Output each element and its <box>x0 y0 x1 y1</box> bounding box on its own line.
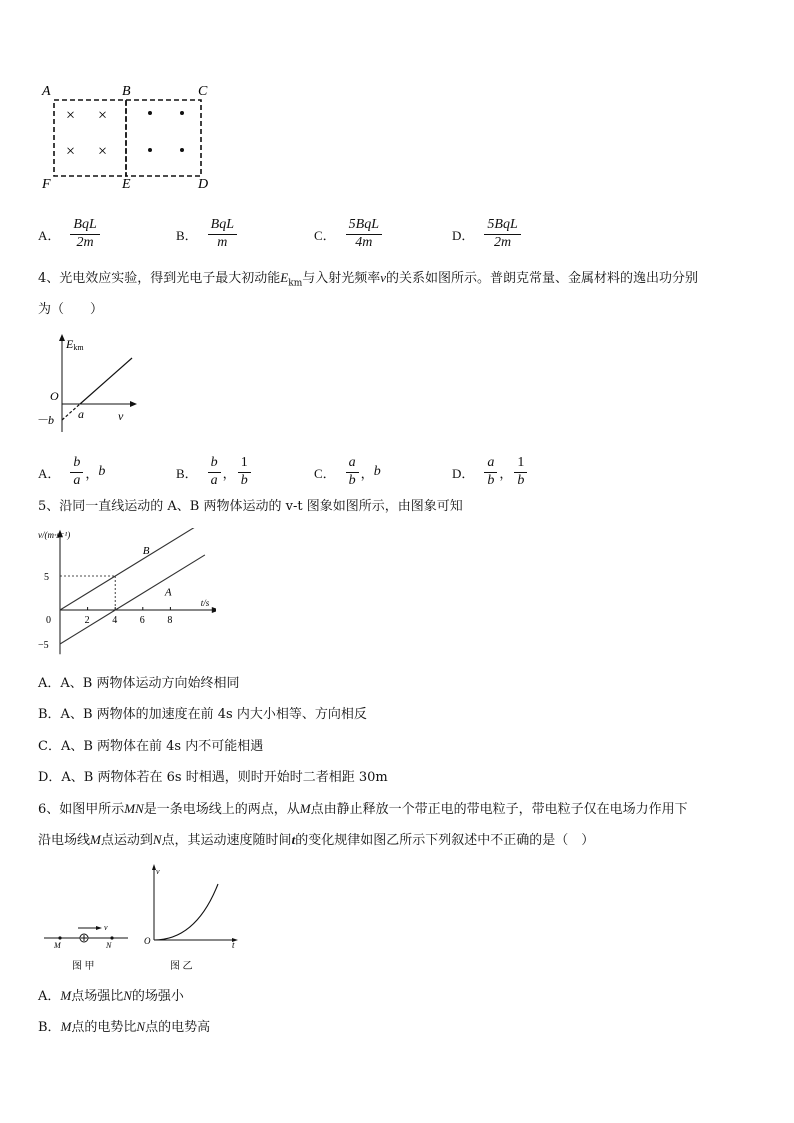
figure-yi <box>140 862 244 976</box>
origin-label: O <box>50 389 59 403</box>
q4-options <box>38 452 758 492</box>
q4-option-c[interactable]: C． $\frac{a}{b}$ ， b <box>314 454 381 488</box>
nu-axis-label: ν <box>118 409 124 423</box>
yi-caption: 图 乙 <box>170 961 193 972</box>
x-axis-arrow <box>212 607 216 613</box>
q5-option-a[interactable]: A．A、B 两物体运动方向始终相同 <box>38 676 240 691</box>
jia-n-label: N <box>106 941 112 950</box>
cross-mark: × <box>98 143 108 160</box>
q6-stem: 6、如图甲所示MN是一条电场线上的两点，从M点由静止释放一个带正电的带电粒子，带电粒子仅在电场力作用下 <box>38 801 688 817</box>
jia-v-label: v <box>104 923 108 932</box>
neg-b-label: －b <box>36 413 55 427</box>
series-line-b <box>60 528 205 610</box>
q4-option-a[interactable]: A． $\frac{b}{a}$ ， b <box>38 454 106 488</box>
y-tick-label: 5 <box>44 572 49 583</box>
jia-caption: 图 甲 <box>72 961 95 972</box>
corner-a: A <box>42 84 51 99</box>
yi-origin-label: O <box>144 936 151 946</box>
q4-option-b[interactable]: B． $\frac{b}{a}$ ， $\frac{1}{b}$ <box>176 452 253 492</box>
dot-mark <box>148 148 152 152</box>
q3-option-a[interactable]: A． $\frac{\text{BqL}}{2m}$ <box>38 214 102 254</box>
jia-m-label: M <box>54 941 61 950</box>
ekm-axis-label: Ekm <box>66 337 84 352</box>
q3-options <box>38 214 758 254</box>
q6-option-a[interactable]: A．M点场强比N的场强小 <box>38 988 184 1004</box>
q4-option-d[interactable]: D． $\frac{a}{b}$ ， $\frac{1}{b}$ <box>452 452 529 492</box>
dot-mark <box>148 111 152 115</box>
origin-label: 0 <box>46 615 51 626</box>
corner-d: D <box>198 177 209 190</box>
cross-mark: × <box>66 143 76 160</box>
series-label-a: A <box>164 586 172 599</box>
q4-stem-line2: 为（ ） <box>38 302 104 317</box>
x-tick-label: 2 <box>84 615 90 626</box>
dot-mark <box>180 148 184 152</box>
q3-option-d[interactable]: D． $\frac{\text{5BqL}}{2m}$ <box>452 214 523 254</box>
x-axis-label: t/s <box>200 597 210 608</box>
y-axis-label: v/(m·s⁻¹) <box>38 530 71 540</box>
y-tick-label: −5 <box>38 640 49 651</box>
yi-t-label: t <box>232 940 235 950</box>
x-tick-label: 4 <box>112 615 118 626</box>
q6-option-b[interactable]: B．M点的电势比N点的电势高 <box>38 1019 211 1035</box>
figure-jia <box>40 918 130 976</box>
corner-e: E <box>122 177 131 190</box>
q4-stem: 4、光电效应实验，得到光电子最大初动能$E_{km}$与入射光频率ν的关系如图所示。普朗克常量、金属材料的逸出功分别 <box>38 270 699 289</box>
series-line-a <box>60 555 205 644</box>
corner-f: F <box>42 177 51 190</box>
series-label-b: B <box>142 545 150 558</box>
x-tick-label: 6 <box>139 615 145 626</box>
cross-mark: × <box>98 107 108 124</box>
q5-option-d[interactable]: D．A、B 两物体若在 6s 时相遇，则时开始时二者相距 30m <box>38 770 388 785</box>
q5-option-c[interactable]: C．A、B 两物体在前 4s 内不可能相遇 <box>38 739 264 754</box>
a-label: a <box>78 407 84 421</box>
cross-mark: × <box>66 107 76 124</box>
corner-b: B <box>122 84 131 99</box>
dot-mark <box>180 111 184 115</box>
ekm-nu-graph <box>34 332 144 440</box>
magnetic-field-figure <box>36 80 226 190</box>
q3-option-c[interactable]: C． $\frac{\text{5BqL}}{4m}$ <box>314 214 384 254</box>
q6-stem-line2: 沿电场线M点运动到N点，其运动速度随时间t的变化规律如图乙所示下列叙述中不正确的是（ ） <box>38 832 595 848</box>
q5-stem: 5、沿同一直线运动的 A、B 两物体运动的 v-t 图象如图所示，由图象可知 <box>38 499 463 514</box>
q5-option-b[interactable]: B．A、B 两物体的加速度在前 4s 内大小相等、方向相反 <box>38 707 367 722</box>
vt-chart <box>36 528 216 662</box>
x-tick-label: 8 <box>167 615 173 626</box>
corner-c: C <box>198 84 208 99</box>
yi-v-label: v <box>156 867 160 876</box>
q3-option-b[interactable]: B． $\frac{\text{BqL}}{m}$ <box>176 214 239 254</box>
